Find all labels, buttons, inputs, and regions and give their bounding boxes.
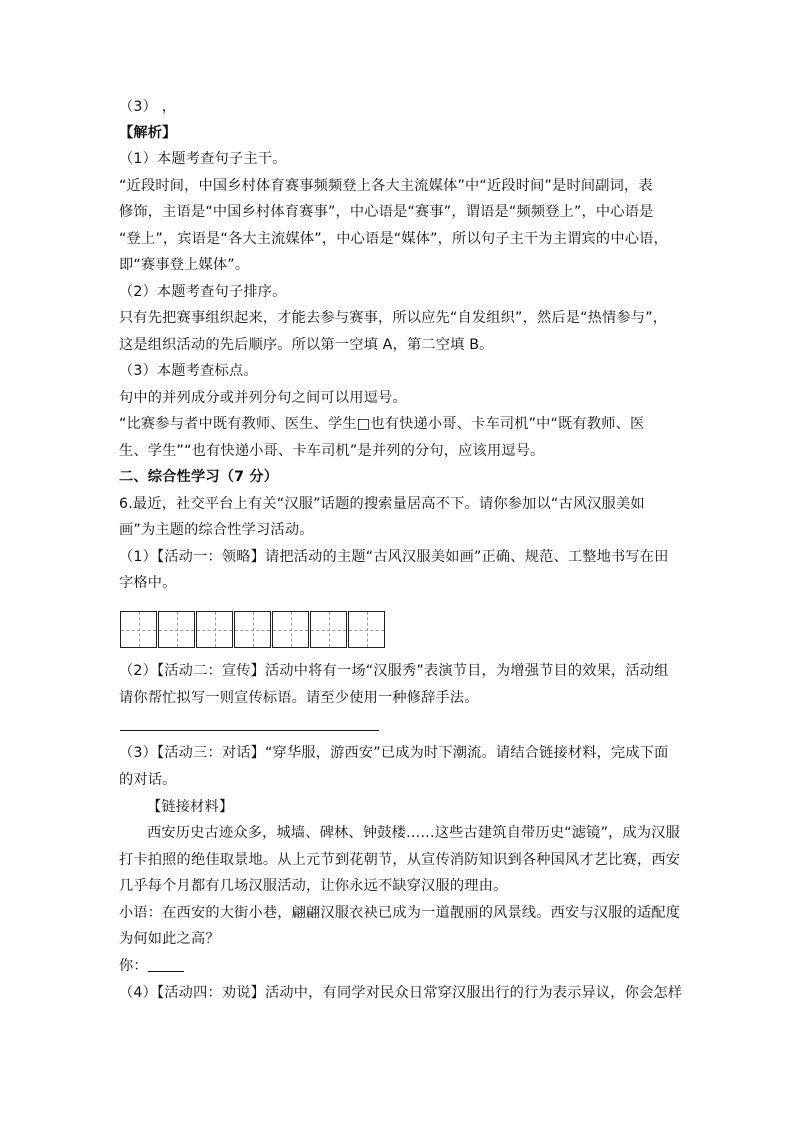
link-material-text-1: 西安历史古迹众多，城墙、碑林、钟鼓楼……这些古建筑自带历史“滤镜”，成为汉服 xyxy=(147,825,681,841)
analysis-2-text-1: 只有先把赛事组织起来，才能去参与赛事，所以应先“自发组织”，然后是“热情参与”， xyxy=(119,310,668,326)
tianzige-grid[interactable] xyxy=(120,611,385,649)
analysis-1-text-2: 修饰，主语是“中国乡村体育赛事”，中心语是“赛事”，谓语是“频频登上”，中心语是 xyxy=(119,204,654,220)
tianzige-cell[interactable] xyxy=(348,611,385,648)
tianzige-cell[interactable] xyxy=(272,611,309,648)
xiaoyu-line-2: 为何如此之高？ xyxy=(119,931,220,947)
activity-2-text-2: 请你帮忙拟写一则宣传标语。请至少使用一种修辞手法。 xyxy=(119,690,479,706)
section-heading: 二、综合性学习（7 分） xyxy=(119,469,279,485)
tianzige-cell[interactable] xyxy=(120,611,157,648)
analysis-3-title: （3）本题考查标点。 xyxy=(119,363,258,379)
activity-1-text-2: 字格中。 xyxy=(119,575,177,591)
question-6-text-1: 6.最近，社交平台上有关“汉服”话题的搜索量居高不下。请你参加以“古风汉服美如 xyxy=(119,496,645,512)
tianzige-cell[interactable] xyxy=(234,611,271,648)
link-material-text-2: 打卡拍照的绝佳取景地。从上元节到花朝节，从宣传消防知识到各种国风才艺比赛，西安 xyxy=(119,852,681,868)
tianzige-cell[interactable] xyxy=(196,611,233,648)
analysis-3-text-3: 生、学生”“也有快递小哥、卡车司机”是并列的分句，应该用逗号。 xyxy=(119,443,545,459)
analysis-3-text-2: “比赛参与者中既有教师、医生、学生□也有快递小哥、卡车司机”中“既有教师、医 xyxy=(119,416,645,432)
analysis-2-title: （2）本题考查句子排序。 xyxy=(119,284,287,300)
you-answer-line xyxy=(119,956,679,976)
analysis-2-text-2: 这是组织活动的先后顺序。所以第一空填 A，第二空填 B。 xyxy=(119,337,494,353)
xiaoyu-line-1: 小语：在西安的大街小巷，翩翩汉服衣袂已成为一道靓丽的风景线。西安与汉服的适配度 xyxy=(119,905,681,921)
analysis-1-text-1: “近段时间，中国乡村体育赛事频频登上各大主流媒体”中“近段时间”是时间副词，表 xyxy=(119,178,653,194)
answer-line-3: （3） ， xyxy=(119,99,177,115)
activity-1-text-1: （1）【活动一：领略】请把活动的主题“古风汉服美如画”正确、规范、工整地书写在田 xyxy=(119,549,669,565)
analysis-1-text-3: “登上”，宾语是“各大主流媒体”，中心语是“媒体”，所以句子主干为主谓宾的中心语， xyxy=(119,231,668,247)
analysis-3-text-1: 句中的并列成分或并列分句之间可以用逗号。 xyxy=(119,390,407,406)
analysis-1-text-4: 即“赛事登上媒体”。 xyxy=(119,257,250,273)
answer-blank[interactable] xyxy=(148,957,184,972)
activity-3-text-2: 的对话。 xyxy=(119,772,177,788)
analysis-1-title: （1）本题考查句子主干。 xyxy=(119,151,287,167)
you-label: 你： xyxy=(119,958,148,974)
question-6-text-2: 画”为主题的综合性学习活动。 xyxy=(119,522,314,538)
link-material-heading: 【链接材料】 xyxy=(147,799,234,815)
tianzige-cell[interactable] xyxy=(310,611,347,648)
activity-2-text-1: （2）【活动二：宣传】活动中将有一场“汉服秀”表演节目，为增强节目的效果，活动组 xyxy=(119,663,669,679)
activity-3-text-1: （3）【活动三：对话】“穿华服，游西安”已成为时下潮流。请结合链接材料，完成下面 xyxy=(119,745,669,761)
activity-4-text-1: （4）【活动四：劝说】活动中，有同学对民众日常穿汉服出行的行为表示异议，你会怎样 xyxy=(119,985,683,1001)
tianzige-cell[interactable] xyxy=(158,611,195,648)
analysis-heading: 【解析】 xyxy=(119,125,177,141)
answer-blank-line[interactable] xyxy=(120,730,379,731)
link-material-text-3: 几乎每个月都有几场汉服活动，让你永远不缺穿汉服的理由。 xyxy=(119,878,508,894)
